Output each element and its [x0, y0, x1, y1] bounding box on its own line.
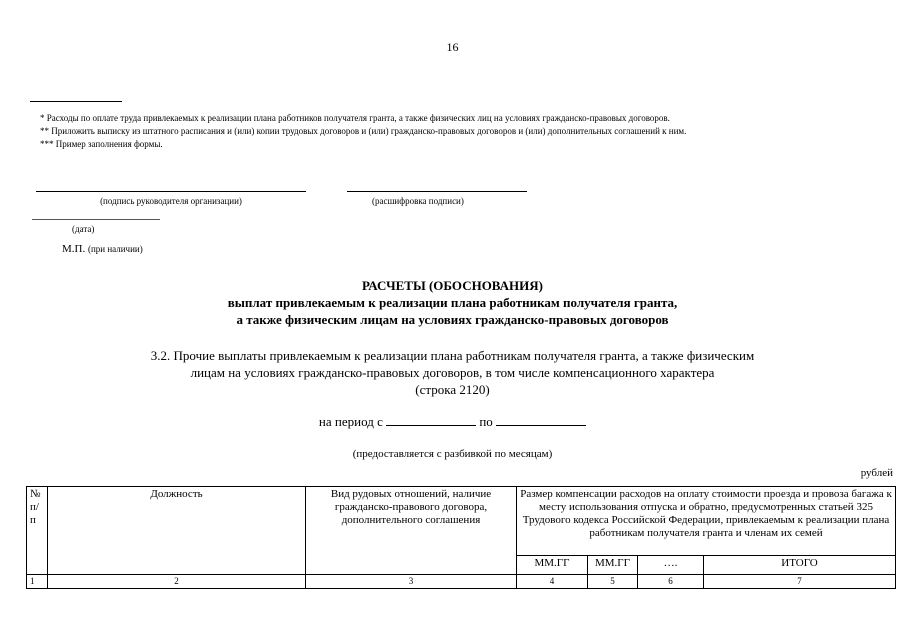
header-month-1: ММ.ГГ: [517, 556, 588, 575]
period-middle: по: [479, 414, 493, 429]
period-prefix: на период с: [318, 414, 383, 429]
head-signature-caption: (подпись руководителя организации): [100, 196, 242, 206]
stamp-label: М.П.: [62, 243, 86, 255]
header-relation-type: Вид рудовых отношений, наличие гражданско-правового договора, дополнительного соглашения: [306, 487, 517, 575]
column-number-7: 7: [704, 575, 896, 589]
column-number-2: 2: [48, 575, 306, 589]
footnote-rule: [30, 101, 122, 102]
section-title-line-1: 3.2. Прочие выплаты привлекаемым к реализации плана работникам получателя гранта, а также физическим: [150, 348, 755, 363]
head-signature-line: [36, 191, 306, 192]
page-number: 16: [446, 40, 459, 54]
section-title-line-2: лицам на условиях гражданско-правовых договоров, в том числе компенсационного характера: [190, 365, 715, 380]
header-month-2: ММ.ГГ: [588, 556, 638, 575]
compensation-table: [26, 486, 896, 589]
section-title: [0, 347, 905, 398]
heading-line-3: а также физическим лицам на условиях гражданско-правовых договоров: [236, 312, 669, 327]
period-start-blank[interactable]: [386, 413, 476, 426]
heading-line-2: выплат привлекаемым к реализации плана работникам получателя гранта,: [227, 295, 678, 310]
breakdown-note: (предоставляется с разбивкой по месяцам): [352, 448, 553, 460]
header-ellipsis: ….: [638, 556, 704, 575]
stamp-block: [62, 243, 143, 255]
column-number-4: 4: [517, 575, 588, 589]
period-end-blank[interactable]: [496, 413, 586, 426]
period-line: [0, 413, 905, 430]
column-number-5: 5: [588, 575, 638, 589]
column-number-1: 1: [27, 575, 48, 589]
footnote-3: *** Пример заполнения формы.: [40, 139, 163, 149]
signature-decode-caption: (расшифровка подписи): [372, 196, 464, 206]
document-heading: [0, 277, 905, 328]
header-total: ИТОГО: [704, 556, 896, 575]
table-header-row: [27, 487, 896, 556]
header-position: Должность: [48, 487, 306, 575]
footnote-1: * Расходы по оплате труда привлекаемых к реализации плана работников получателя гранта, а также физических лиц на условиях гражданско-правовых договоров.: [40, 113, 670, 123]
date-caption: (дата): [72, 224, 95, 234]
header-number: № п/п: [27, 487, 48, 575]
section-title-line-3: (строка 2120): [415, 382, 490, 397]
column-number-3: 3: [306, 575, 517, 589]
date-line: [32, 219, 160, 220]
units-label: рублей: [860, 467, 893, 479]
column-number-row: [27, 575, 896, 589]
heading-line-1: РАСЧЕТЫ (ОБОСНОВАНИЯ): [362, 278, 543, 293]
footnote-2: ** Приложить выписку из штатного расписания и (или) копии трудовых договоров и (или) гражданско-правовых договоров и (или) дополнительных соглашений к ним.: [40, 126, 687, 136]
header-compensation: Размер компенсации расходов на оплату стоимости проезда и провоза багажа к месту использования отпуска и обратно, предусмотренных статьей 325 Трудового кодекса Российской Федерации, привлекаемым к реализации плана работникам получателя гранта и членам их семей: [517, 487, 896, 556]
footnotes: [40, 112, 686, 151]
stamp-note: (при наличии): [87, 244, 143, 254]
column-number-6: 6: [638, 575, 704, 589]
signature-decode-line: [347, 191, 527, 192]
